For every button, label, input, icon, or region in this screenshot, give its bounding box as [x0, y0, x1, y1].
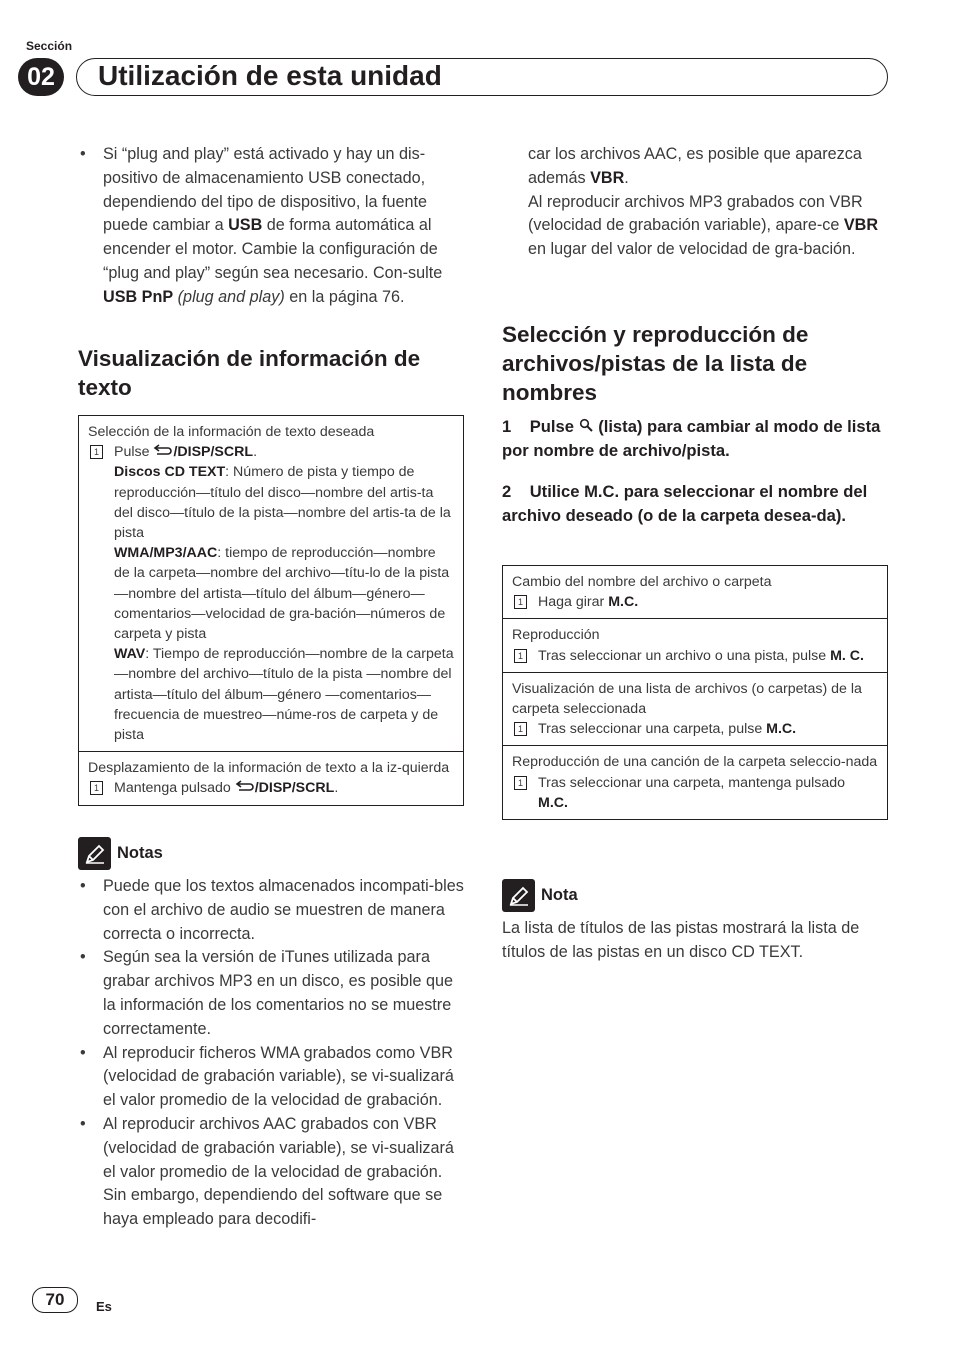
intro-text-2: de forma automática al encender el motor. Cambie la configuración de “plug and play” según sea necesario. Con-sulte — [103, 216, 443, 282]
table-row — [503, 566, 887, 618]
step-number: 2 — [502, 482, 512, 501]
left-column — [78, 143, 464, 310]
text-info-box — [78, 415, 464, 806]
row-title: Visualización de una lista de archivos (o carpetas) de la carpeta seleccionada — [512, 680, 862, 718]
note-continuation — [528, 143, 888, 262]
intro-text-3: en la página 76. — [284, 287, 405, 306]
language-code: Es — [96, 1299, 112, 1314]
text-info-cell-select — [79, 416, 463, 751]
page-number: 70 — [32, 1287, 78, 1313]
step-end: . — [253, 444, 258, 461]
step-row — [512, 773, 878, 813]
wav-label: WAV — [114, 646, 146, 663]
cd-text-info — [88, 462, 454, 543]
mc-key: M.C. — [538, 794, 568, 811]
step-2 — [502, 480, 888, 527]
note-text: La lista de títulos de las pistas mostrará la lista de títulos de las pistas en un disco CD TEXT. — [502, 919, 860, 961]
wma-desc: : tiempo de reproducción—nombre de la carpeta—nombre del archivo—títu-lo de la pista—nombre del artista—título del álbum—género—comentarios—velocidad de gra-bación—números de carpeta y pista — [114, 545, 450, 643]
search-icon — [579, 417, 594, 436]
cd-text-label: Discos CD TEXT — [114, 464, 226, 481]
page-title: Utilización de esta unidad — [98, 60, 442, 91]
step-row — [512, 646, 878, 666]
note-item: • Según sea la versión de iTunes utilizada para grabar archivos MP3 en un disco, es posible que la información de los comentarios no se muestre correctamente. — [78, 946, 464, 1041]
note-item: • Al reproducir archivos AAC grabados con VBR (velocidad de grabación variable), se vi-sualizará el valor promedio de la velocidad de grabación. Sin embargo, dependiendo del software que se haya empleado para decodifi- — [78, 1113, 464, 1232]
cell-title: Desplazamiento de la información de texto a la iz-quierda — [88, 760, 450, 777]
table-row — [503, 618, 887, 671]
step-text: Utilice M.C. para seleccionar el nombre del archivo deseado (o de la carpeta desea-da). — [502, 482, 868, 525]
cont-text-4: en lugar del valor de velocidad de gra-bación. — [528, 240, 856, 259]
step-row — [512, 719, 878, 739]
step-end: . — [334, 780, 339, 797]
intro-usb-pnp: USB PnP — [103, 287, 174, 306]
table-row — [503, 745, 887, 819]
step-row — [512, 592, 878, 612]
row-title: Reproducción — [512, 627, 600, 644]
cd-text-desc: : Número de pista y tiempo de reproducción—título del disco—nombre del artis-ta del disco—título de la pista—nombre del artis-ta de la pista — [114, 464, 451, 542]
cont-vbr-2: VBR — [843, 216, 879, 235]
step-text: Tras seleccionar una carpeta, pulse — [538, 721, 767, 738]
pencil-note-icon — [502, 879, 535, 912]
step-row — [88, 778, 454, 798]
step-number: 1 — [514, 649, 527, 663]
row-title: Cambio del nombre del archivo o carpeta — [512, 574, 772, 590]
note-item: • Al reproducir ficheros WMA grabados como VBR (velocidad de grabación variable), se vi-sualizará el valor promedio de la velocidad de grabación. — [78, 1042, 464, 1113]
step-number: 1 — [514, 776, 527, 790]
step-text: Mantenga pulsado — [114, 780, 235, 797]
cont-vbr-1: VBR — [590, 168, 625, 187]
row-title: Reproducción de una canción de la carpeta seleccio-nada — [512, 754, 878, 771]
mc-key: M.C. — [766, 721, 797, 738]
step-text: Haga girar — [538, 594, 609, 611]
wma-label: WMA/MP3/AAC — [114, 545, 218, 562]
step-number: 1 — [90, 445, 103, 459]
notes-list — [78, 875, 464, 1232]
cont-text-3: Al reproducir archivos MP3 grabados con VBR (velocidad de grabación variable), apare-ce — [528, 192, 863, 235]
file-list-table — [502, 565, 888, 820]
step-number: 1 — [514, 722, 527, 736]
heading-file-list: Selección y reproducción de archivos/pistas de la lista de nombres — [502, 322, 809, 405]
wav-info — [88, 644, 454, 745]
step-number: 1 — [90, 781, 103, 795]
cont-text-2: . — [624, 168, 629, 187]
cont-text-1: car los archivos AAC, es posible que aparezca además — [528, 145, 862, 187]
intro-bullet — [78, 143, 464, 310]
step-text: Tras seleccionar una carpeta, mantenga pulsado — [538, 774, 846, 791]
notes-title: Notas — [117, 844, 163, 862]
section-label: Sección — [26, 39, 73, 53]
disp-scrl-key: /DISP/SCRL — [173, 444, 254, 461]
intro-plug-and-play: (plug and play) — [177, 287, 285, 306]
step-text: Pulse — [114, 444, 154, 461]
step-1 — [502, 415, 888, 462]
step-number: 1 — [514, 595, 527, 609]
step-text: (lista) para cambiar al modo de lista por nombre de archivo/pista. — [502, 417, 881, 460]
wma-info — [88, 543, 454, 644]
notes-header — [78, 837, 464, 870]
back-arrow-icon — [153, 444, 173, 460]
note-item: • Puede que los textos almacenados incompati-bles con el archivo de audio se muestren de manera correcta o incorrecta. — [78, 875, 464, 946]
table-row — [503, 672, 887, 746]
step-text: Tras seleccionar un archivo o una pista, pulse — [538, 647, 831, 664]
pencil-note-icon — [78, 837, 111, 870]
mc-key: M.C. — [608, 594, 639, 611]
step-row — [88, 442, 454, 462]
note-section — [502, 879, 888, 965]
note-header — [502, 879, 888, 912]
mc-key: M. C. — [830, 647, 864, 664]
cell-title: Selección de la información de texto deseada — [88, 424, 375, 440]
back-arrow-icon — [235, 780, 255, 796]
section-number-badge: 02 — [18, 58, 64, 96]
disp-scrl-key: /DISP/SCRL — [254, 780, 335, 797]
note-title: Nota — [541, 886, 578, 904]
wav-desc: : Tiempo de reproducción—nombre de la carpeta—nombre del archivo—título de la pista —nombre del artista—título del álbum—género —comentarios—frecuencia de muestreo—núme-ros de carpeta y de pista — [114, 646, 454, 744]
intro-text-1: Si “plug and play” está activado y hay un dis-positivo de almacenamiento USB conectado, dependiendo del tipo de dispositivo, la fuente puede cambiar a — [103, 145, 427, 235]
step-text: Pulse — [529, 417, 579, 436]
step-number: 1 — [502, 417, 512, 436]
notes-section — [78, 837, 464, 1232]
text-info-cell-scroll — [79, 751, 463, 804]
heading-text-info: Visualización de información de texto — [78, 346, 421, 400]
intro-usb: USB — [228, 216, 263, 235]
